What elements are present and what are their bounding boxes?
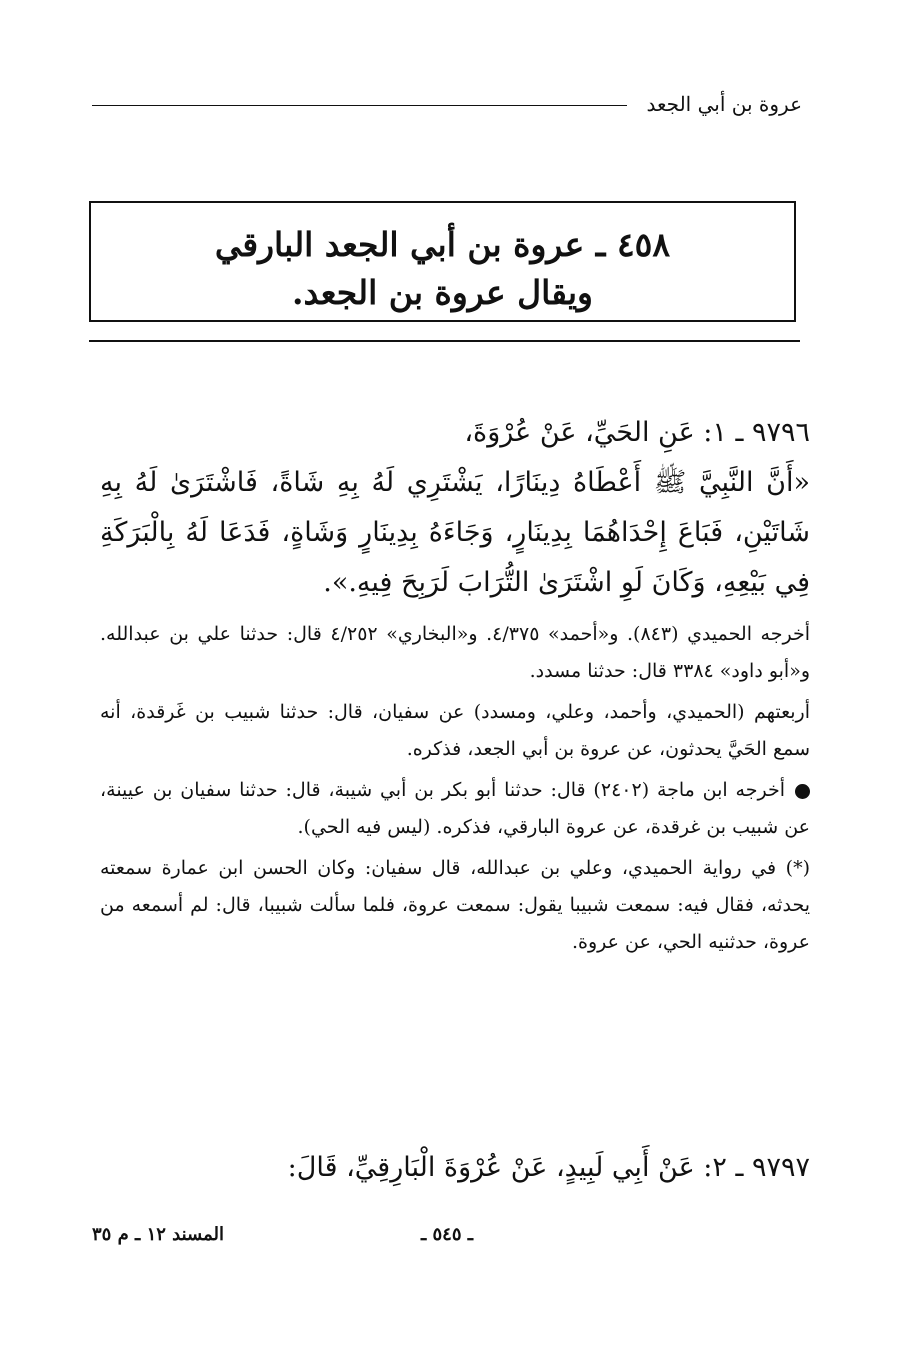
running-header-title: عروة بن أبي الجعد [646,92,802,116]
takhrij-note: (*) في رواية الحميدي، وعلي بن عبدالله، قال سفيان: وكان الحسن ابن عمارة سمعته يحدثه، فقال فيه: سمعت شبيبا يقول: سمعت عروة، فلما سألت شبيبا، قال: لم أسمعه من عروة، حدثنيه الحي، عن عروة. [100,857,810,953]
chapter-subtitle: ويقال عروة بن الجعد. [292,273,593,312]
main-text [100,410,810,963]
header-rule [92,105,627,106]
hadith-9796-text: «أَنَّ النَّبِيَّ ﷺ أَعْطَاهُ دِينَارًا، يَشْتَرِي لَهُ بِهِ شَاةً، فَاشْتَرَىٰ لَهُ بِهِ شَاتَيْنِ، فَبَاعَ إِحْدَاهُمَا بِدِينَارٍ، وَجَاءَهُ بِدِينَارٍ وَشَاةٍ، فَدَعَا لَهُ بِالْبَرَكَةِ فِي بَيْعِهِ، وَكَانَ لَوِ اشْتَرَىٰ التُّرَابَ لَرَبِحَ فِيهِ.». [100,467,810,598]
page-number: ـ ٥٤٥ ـ [420,1224,474,1245]
hadith-9797-heading: ٩٧٩٧ ـ ٢: عَنْ أَبِي لَبِيدٍ، عَنْ عُرْوَةَ الْبَارِقِيِّ، قَالَ: [287,1152,810,1183]
takhrij-paragraph-3-text: أخرجه ابن ماجة (٢٤٠٢) قال: حدثنا أبو بكر بن أبي شيبة، قال: حدثنا سفيان بن عيينة، عن شبيب بن غرقدة، عن عروة البارقي، فذكره. (ليس فيه الحي). [100,779,810,838]
hadith-9796-heading: ٩٧٩٦ ـ ١: عَنِ الحَيِّ، عَنْ عُرْوَةَ، [464,417,810,448]
takhrij-paragraph-3 [100,772,810,846]
chapter-rule [89,340,800,342]
volume-signature: المسند ١٢ ـ م ٣٥ [92,1224,225,1245]
chapter-title: ٤٥٨ ـ عروة بن أبي الجعد البارقي [214,225,671,264]
chapter-title-box [89,201,796,322]
page-footer [92,1222,802,1248]
running-header [92,90,802,120]
takhrij-paragraph-2: أربعتهم (الحميدي، وأحمد، وعلي، ومسدد) عن سفيان، قال: حدثنا شبيب بن غَرقدة، أنه سمع الحَيَّ يحدثون، عن عروة بن أبي الجعد، فذكره. [100,701,810,760]
bullet-dot-icon [795,784,810,799]
takhrij-paragraph-1: أخرجه الحميدي (٨٤٣). و«أحمد» ٤/٣٧٥. و«البخاري» ٤/٢٥٢ قال: حدثنا علي بن عبدالله. و«أبو داود» ٣٣٨٤ قال: حدثنا مسدد. [100,623,811,682]
